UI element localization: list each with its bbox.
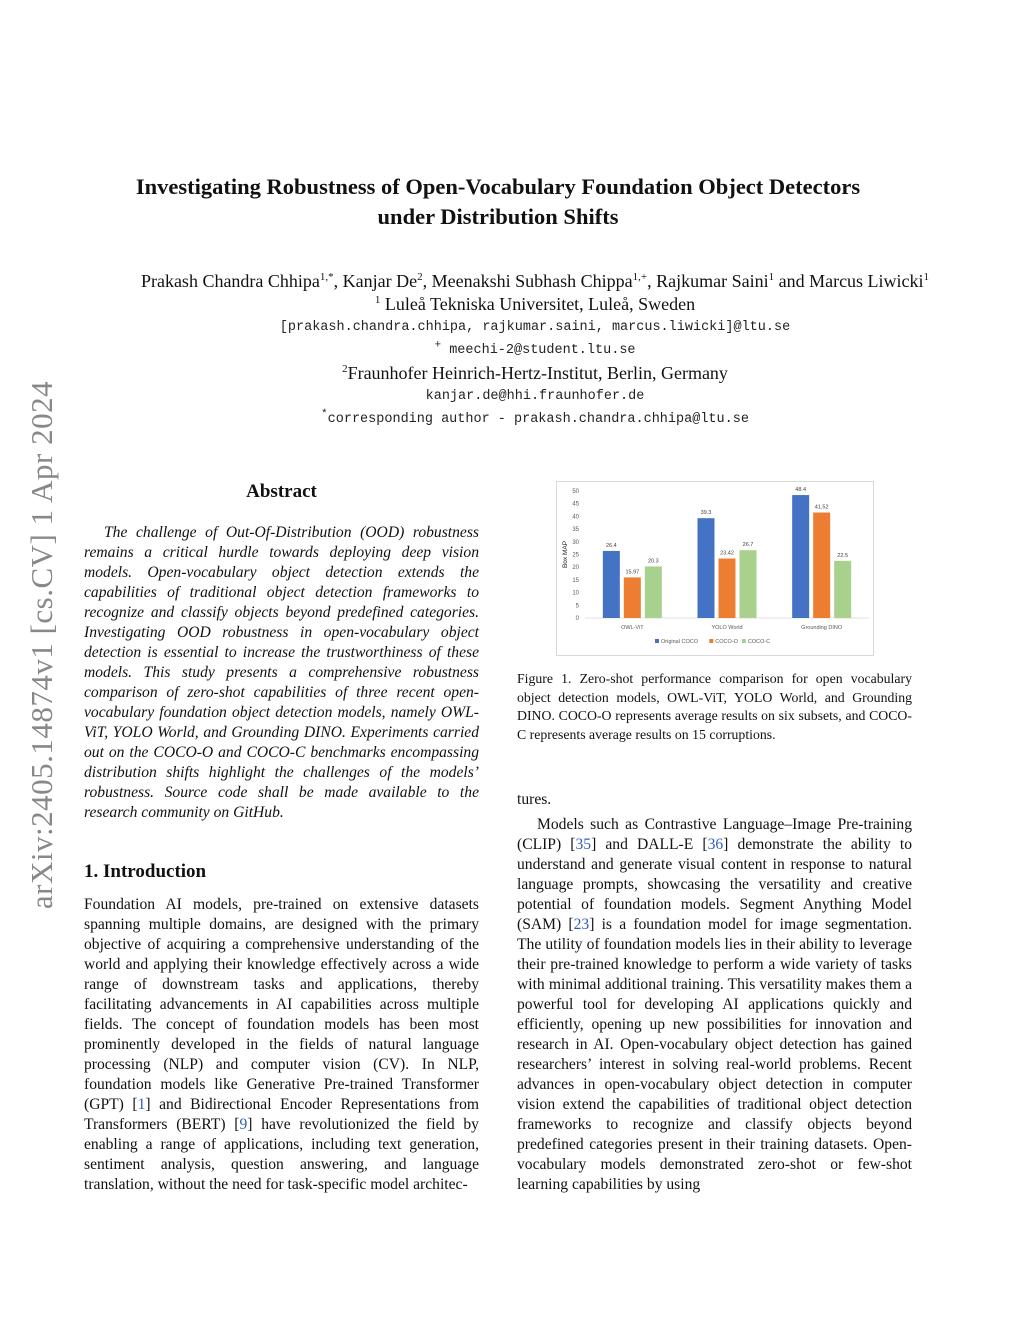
text: ] have revolutionized the field by enabling a range of applications, including text generation, sentiment analysis, question answering, and language translation, without the need for task-specific model architec- xyxy=(84,1116,479,1193)
email-text: meechi-2@student.ltu.se xyxy=(449,343,636,358)
citation-link[interactable]: 1 xyxy=(137,1096,146,1113)
continued-text: tures. xyxy=(517,791,552,808)
figure-1-chart xyxy=(556,481,874,656)
aff-sup: 2 xyxy=(342,363,348,375)
text: ] is a foundation model for image segmentation. The utility of foundation models lies in their ability to leverage their pre-trained knowledge to perform a wide variety of tasks with minimal additional training. This versatility makes them a powerful tool for developing AI applications quickly and efficiently, opening up new possibilities for innovation and research in AI. Open-vocabulary object detection has gained researchers’ interest in solving real-world problems. Recent advances in open-vocabulary object detection in computer vision extend the capabilities of traditional object detection frameworks to recognize and classify objects beyond predefined categories present in their training datasets. Open-vocabulary models demonstrated zero-shot or few-shot learning capabilities by using xyxy=(517,916,913,1193)
data-label: 39.3 xyxy=(700,510,712,517)
y-tick-label: 45 xyxy=(572,501,579,508)
aff-text: Fraunhofer Heinrich-Hertz-Institut, Berlin, Germany xyxy=(347,363,728,383)
and-text: and xyxy=(778,271,805,291)
bar-coco-o xyxy=(624,577,641,618)
legend-label: COCO-C xyxy=(747,639,771,645)
aff-text: Luleå Tekniska Universitet, Luleå, Sweden xyxy=(384,294,696,314)
y-axis-label: Box MAP xyxy=(562,540,569,569)
y-tick-label: 10 xyxy=(572,590,579,597)
intro-paragraph xyxy=(84,895,479,1195)
citation-link[interactable]: 9 xyxy=(239,1116,248,1133)
author: Rajkumar Saini xyxy=(656,271,769,291)
bar-original-coco xyxy=(698,518,715,618)
y-tick-label: 40 xyxy=(572,514,579,521)
affiliation-1 xyxy=(60,293,1010,316)
y-tick-label: 35 xyxy=(572,527,579,534)
figure-caption: Figure 1. Zero-shot performance comparison for open vocabulary object detection models, OWL-ViT, YOLO World, and Grounding DINO. COCO-O represents average results on six subsets, and COCO-C represents average results on 15 corruptions. xyxy=(517,671,912,742)
bar-coco-c xyxy=(834,561,851,618)
data-label: 26.4 xyxy=(605,542,617,549)
author: Meenakshi Subhash Chippa xyxy=(431,271,633,291)
x-tick-label: Grounding DINO xyxy=(801,625,843,631)
data-label: 22.5 xyxy=(837,552,849,559)
data-label: 23.42 xyxy=(720,550,734,557)
intro-heading: 1. Introduction xyxy=(84,861,207,882)
author-list: Prakash Chandra Chhipa$^{1,*}$, Kanjar De$^2$, Meenakshi Subhash Chippa$^{1,+}$, Rajkumar Saini$^1$ and Marcus Liwicki$^1$ xyxy=(140,271,930,291)
author-block xyxy=(60,270,1010,431)
y-tick-label: 20 xyxy=(572,565,579,572)
legend-swatch xyxy=(655,639,659,643)
author-sup: 1 xyxy=(923,271,930,283)
data-label: 48.4 xyxy=(795,487,807,494)
bar-original-coco xyxy=(603,551,620,618)
text: Foundation AI models, pre-trained on extensive datasets spanning multiple domains, are designed with the primary objective of acquiring a comprehensive understanding of the world and applying their knowledge effectively across a wide range of downstream tasks and applications, thereby facilitating advancements in AI capabilities across multiple fields. The concept of foundation models has been most prominently developed in the fields of natural language processing (NLP) and computer vision (CV). In NLP, foundation models like Generative Pre-trained Transformer (GPT) [ xyxy=(84,896,479,1113)
y-tick-label: 30 xyxy=(572,539,579,546)
text: ] and DALL-E [ xyxy=(591,836,708,853)
y-tick-label: 25 xyxy=(572,552,579,559)
y-tick-label: 15 xyxy=(572,577,579,584)
author: Marcus Liwicki xyxy=(809,271,924,291)
text: ] and Bidirectional Encoder Representations from Transformers (BERT) [ xyxy=(84,1096,480,1133)
abstract-text: The challenge of Out-Of-Distribution (OOD) robustness remains a critical hurdle towards deploying deep vision models. Open-vocabulary object detection extends the capabilities of traditional object detection frameworks to recognize and classify objects beyond predefined categories. Investigating OOD robustness in open-vocabulary object detection is essential to increase the trustworthiness of these models. This study presents a comprehensive robustness comparison of zero-shot capabilities of three recent open-vocabulary foundation object detection models, namely OWL-ViT, YOLO World, and Grounding DINO. Experiments carried out on the COCO-O and COCO-C benchmarks encompassing distribution shifts highlight the challenges of the models’ robustness. Source code shall be made available to the research community on GitHub. xyxy=(84,524,479,821)
title-line: under Distribution Shifts xyxy=(377,204,619,229)
bar-coco-c xyxy=(645,566,662,618)
email-sup: + xyxy=(434,339,442,352)
y-tick-label: 0 xyxy=(575,616,579,622)
corr-sup: * xyxy=(321,408,328,421)
bar-original-coco xyxy=(792,495,809,618)
email-hhi: kanjar.de@hhi.fraunhofer.de xyxy=(425,389,645,404)
title-line: Investigating Robustness of Open-Vocabulary Foundation Object Detectors xyxy=(135,174,861,199)
legend-swatch xyxy=(742,639,746,643)
author-sup: 1,* xyxy=(319,271,334,283)
aff-sup: 1 xyxy=(374,294,381,306)
citation-link[interactable]: 23 xyxy=(573,916,590,933)
data-label: 20.3 xyxy=(647,558,659,565)
legend-label: COCO-O xyxy=(715,639,738,645)
legend-swatch xyxy=(709,639,713,643)
bar-coco-c xyxy=(740,550,757,618)
data-label: 26.7 xyxy=(742,542,754,549)
corresponding-author xyxy=(60,408,1010,431)
data-label: 41.52 xyxy=(814,504,829,511)
email-student xyxy=(60,339,1010,362)
author-sup: 2 xyxy=(417,271,423,283)
text: ] demonstrate the ability to understand and generate visual content in response to natural language prompts, showcasing the versatility and creative potential of foundation models. Segment Anything Model (SAM) [ xyxy=(517,836,912,933)
arxiv-watermark: arXiv:2405.14874v1 [cs.CV] 1 Apr 2024 xyxy=(24,380,59,910)
affiliation-2 xyxy=(60,362,1010,385)
author: Prakash Chandra Chhipa xyxy=(140,271,320,291)
author-sup: 1,+ xyxy=(632,271,648,283)
paper-title xyxy=(0,172,996,232)
data-label: 15.97 xyxy=(625,569,640,576)
corr-text: corresponding author - prakash.chandra.chhipa@ltu.se xyxy=(327,412,749,427)
bar-coco-o xyxy=(719,559,736,618)
citation-link[interactable]: 36 xyxy=(707,836,724,853)
x-tick-label: YOLO World xyxy=(711,625,743,631)
citation-link[interactable]: 35 xyxy=(575,836,592,853)
legend-label: Original COCO xyxy=(661,639,698,645)
author-sup: 1 xyxy=(768,271,775,283)
bar-coco-o xyxy=(813,513,830,618)
email-ltu: [prakash.chandra.chhipa, rajkumar.saini, marcus.liwicki]@ltu.se xyxy=(279,320,791,335)
x-tick-label: OWL-ViT xyxy=(621,625,644,631)
bar-chart xyxy=(557,482,873,655)
y-tick-label: 5 xyxy=(575,603,579,610)
text: Models such as Contrastive Language–Image Pre-training (CLIP) [ xyxy=(517,816,912,853)
y-tick-label: 50 xyxy=(572,489,579,495)
author: Kanjar De xyxy=(342,271,418,291)
abstract-heading: Abstract xyxy=(246,481,317,502)
right-paragraph xyxy=(517,815,912,1195)
